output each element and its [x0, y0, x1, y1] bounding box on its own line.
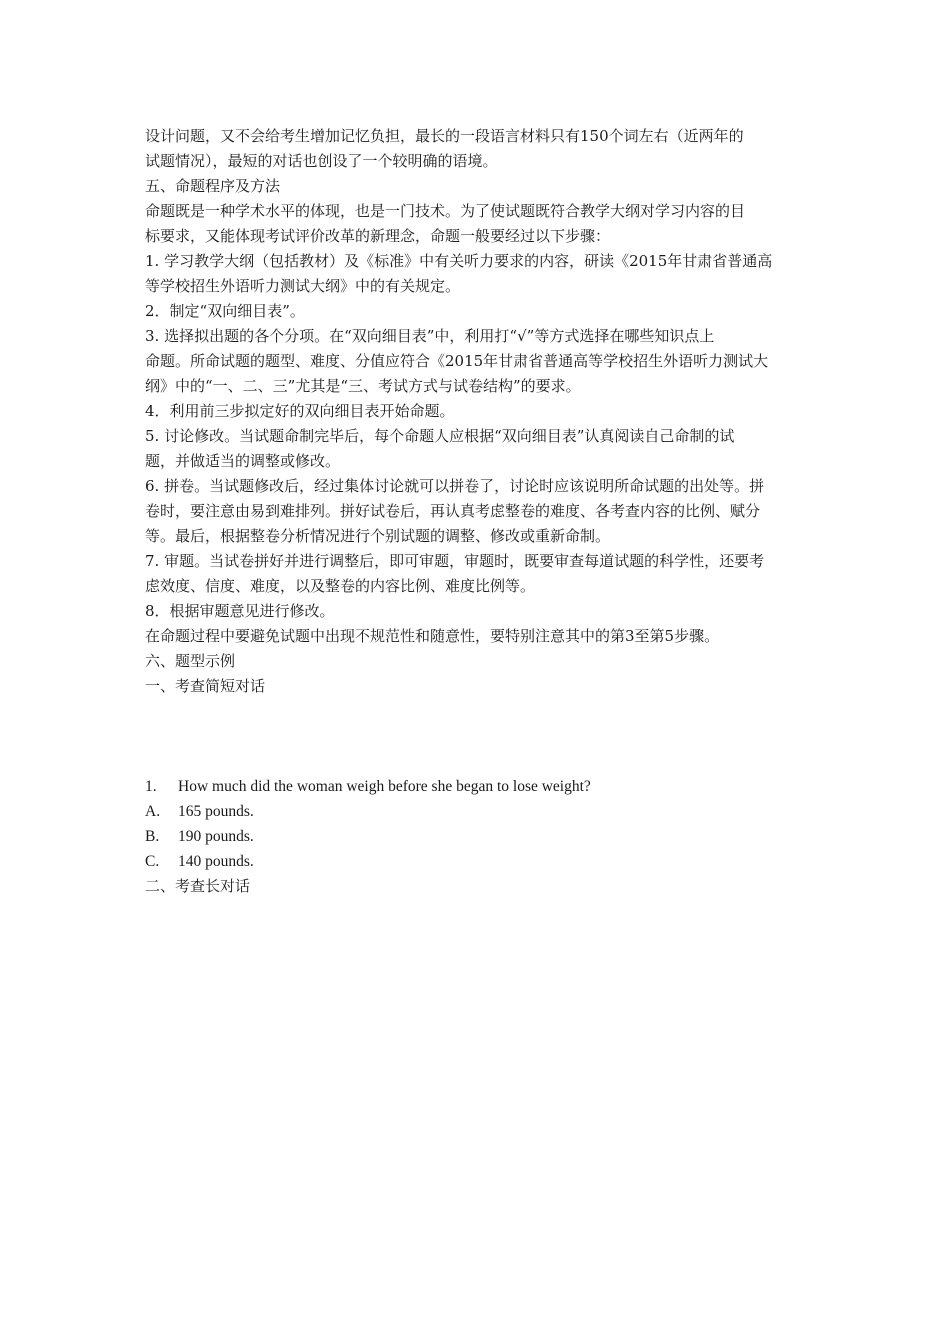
step-4 [145, 399, 809, 424]
text-line: 试题情况），最短的对话也创设了一个较明确的语境。 [145, 152, 498, 170]
question-number: 1. [145, 778, 157, 795]
subsection2-title: 二、考查长对话 [145, 877, 251, 895]
step-8 [145, 599, 809, 624]
text-line: 纲》中的“一、二、三”尤其是“三、考试方式与试卷结构”的要求。 [145, 377, 581, 395]
option-text: 165 pounds. [178, 803, 254, 820]
document-page [145, 124, 809, 899]
text-line: 虑效度、信度、难度，以及整卷的内容比例、难度比例等。 [145, 577, 536, 595]
text-line: 命题既是一种学术水平的体现，也是一门技术。为了使试题既符合教学大纲对学习内容的目 [145, 202, 746, 220]
text-line: 题，并做适当的调整或修改。 [145, 452, 341, 470]
option-label: B. [145, 828, 160, 845]
option-label: C. [145, 853, 160, 870]
text-line: 等学校招生外语听力测试大纲》中的有关规定。 [145, 277, 461, 295]
blank-space [145, 699, 809, 774]
text-line: 8．根据审题意见进行修改。 [145, 602, 335, 620]
step-6 [145, 474, 809, 549]
step-1 [145, 249, 809, 299]
text-line: 1. 学习教学大纲（包括教材）及《标准》中有关听力要求的内容，研读《2015年甘肃省普通高 [145, 252, 773, 270]
step-7 [145, 549, 809, 599]
step-5 [145, 424, 809, 474]
option-b [145, 824, 809, 849]
text-line: 4．利用前三步拟定好的双向细目表开始命题。 [145, 402, 455, 420]
text-line: 3. 选择拟出题的各个分项。在“双向细目表”中，利用打“√”等方式选择在哪些知识点上 [145, 327, 715, 345]
option-label: A. [145, 803, 161, 820]
text-line: 卷时，要注意由易到难排列。拼好试卷后，再认真考虑整卷的难度、各考查内容的比例、赋分 [145, 502, 761, 520]
step-2 [145, 299, 809, 324]
section5-title: 五、命题程序及方法 [145, 177, 281, 195]
text-line: 6. 拼卷。当试题修改后，经过集体讨论就可以拼卷了，讨论时应该说明所命试题的出处等。拼 [145, 477, 765, 495]
intro-paragraph [145, 124, 809, 174]
text-line: 设计问题，又不会给考生增加记忆负担，最长的一段语言材料只有150个词左右（近两年的 [145, 127, 744, 145]
text-line: 7. 审题。当试卷拼好并进行调整后，即可审题，审题时，既要审查每道试题的科学性，还要考 [145, 552, 765, 570]
option-text: 140 pounds. [178, 853, 254, 870]
question-text: How much did the woman weigh before she began to lose weight? [178, 778, 591, 795]
text-line: 等。最后，根据整卷分析情况进行个别试题的调整、修改或重新命制。 [145, 527, 611, 545]
question-stem [145, 774, 809, 799]
closing-note: 在命题过程中要避免试题中出现不规范性和随意性，要特别注意其中的第3至第5步骤。 [145, 627, 720, 645]
option-text: 190 pounds. [178, 828, 254, 845]
text-line: 标要求，又能体现考试评价改革的新理念，命题一般要经过以下步骤： [145, 227, 611, 245]
question-block [145, 774, 809, 874]
section6-title: 六、题型示例 [145, 652, 236, 670]
option-a [145, 799, 809, 824]
text-line: 命题。所命试题的题型、难度、分值应符合《2015年甘肃省普通高等学校招生外语听力测试大 [145, 352, 769, 370]
option-c [145, 849, 809, 874]
subsection1-title: 一、考查简短对话 [145, 677, 266, 695]
text-line: 2．制定“双向细目表”。 [145, 302, 305, 320]
text-line: 5. 讨论修改。当试题命制完毕后，每个命题人应根据“双向细目表”认真阅读自己命制的试 [145, 427, 735, 445]
section5-intro [145, 199, 809, 249]
step-3 [145, 324, 809, 399]
